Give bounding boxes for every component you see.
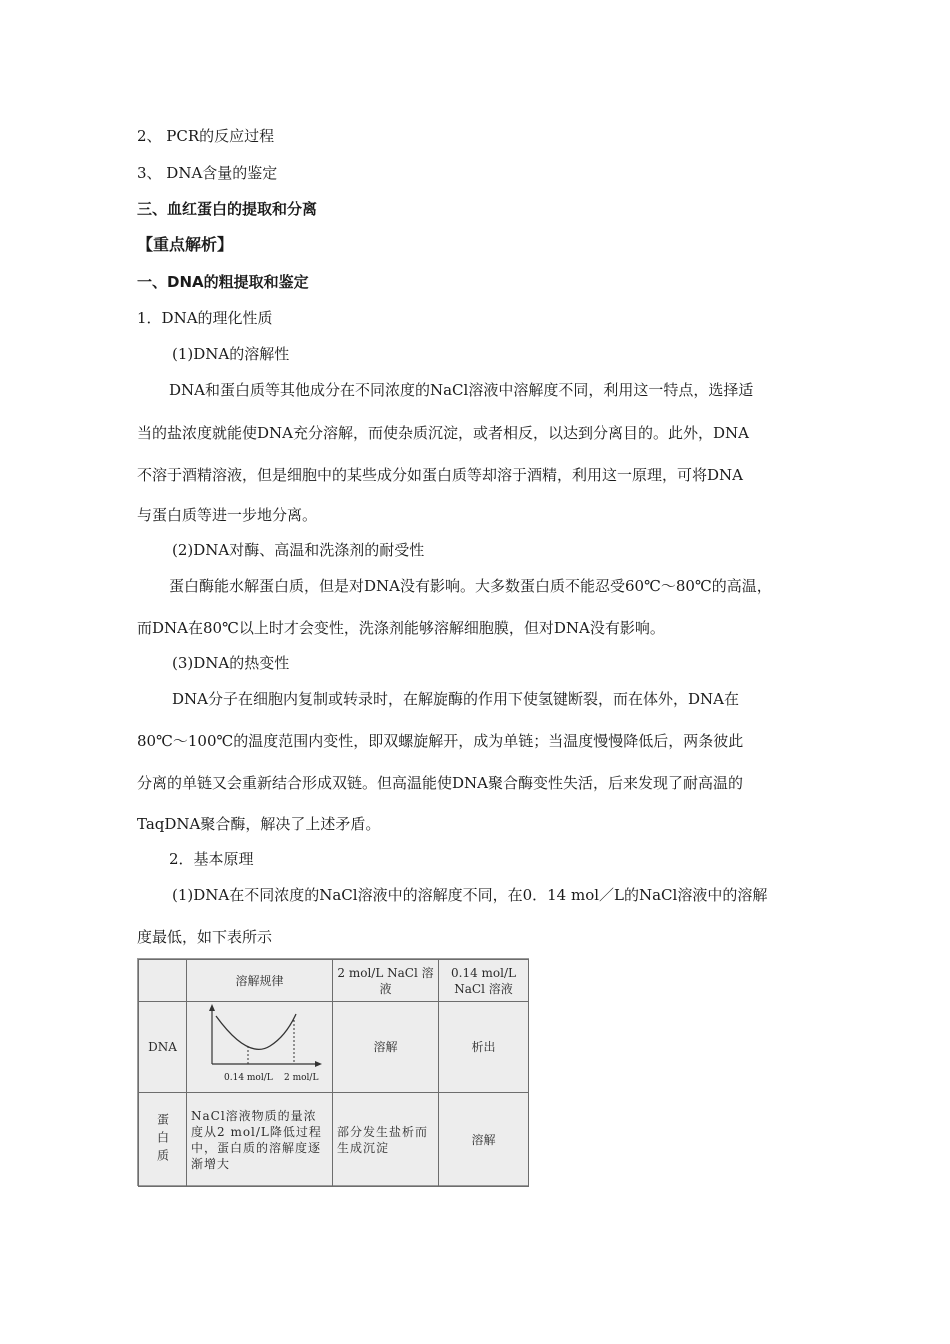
paragraph-4-line-2: 度最低，如下表所示 [137,928,273,946]
item-2: (2)DNA对酶、高温和洗涤剂的耐受性 [172,541,425,559]
paragraph-2-line-2: 而DNA在80℃以上时才会变性，洗涤剂能够溶解细胞膜，但对DNA没有影响。 [137,619,665,637]
subheading-1: 1．DNA的理化性质 [137,309,273,327]
paragraph-3-line-4: TaqDNA聚合酶，解决了上述矛盾。 [137,815,381,833]
paragraph-1-line-4: 与蛋白质等进一步地分离。 [137,506,318,524]
protein-2mol-cell: 部分发生盐析而生成沉淀 [333,1093,439,1187]
item-1: (1)DNA的溶解性 [172,345,290,363]
subheading-2: 2．基本原理 [169,850,254,868]
header-solubility-rule: 溶解规律 [187,960,333,1002]
solubility-curve [190,1002,330,1088]
paragraph-1-line-1: DNA和蛋白质等其他成分在不同浓度的NaCl溶液中溶解度不同，利用这一特点，选择适 [169,381,754,399]
text-line-1: 2、 PCR的反应过程 [137,127,275,145]
protein-rule-cell: NaCl溶液物质的量浓度从2 mol/L降低过程中，蛋白质的溶解度逐渐增大 [187,1093,333,1187]
protein-014mol-cell: 溶解 [439,1093,529,1187]
table-corner-cell [139,960,187,1002]
row-label-dna: DNA [139,1002,187,1093]
tick-label-014: 0.14 mol/L [223,1073,273,1083]
paragraph-3-line-3: 分离的单链又会重新结合形成双链。但高温能使DNA聚合酶变性失活，后来发现了耐高温的 [137,774,743,792]
tick-label-2: 2 mol/L [283,1073,318,1083]
text-line-2: 3、 DNA含量的鉴定 [137,164,278,182]
paragraph-3-line-2: 80℃～100℃的温度范围内变性，即双螺旋解开，成为单链；当温度慢慢降低后，两条彼此 [137,732,744,750]
row-label-protein: 蛋白质 [155,1112,170,1167]
paragraph-2-line-1: 蛋白酶能水解蛋白质，但是对DNA没有影响。大多数蛋白质不能忍受60℃～80℃的高温， [169,577,772,595]
dna-2mol-cell: 溶解 [333,1002,439,1093]
header-014mol: 0.14 mol/L NaCl 溶液 [439,960,529,1002]
header-2mol: 2 mol/L NaCl 溶液 [333,960,439,1002]
section-heading-3: 三、血红蛋白的提取和分离 [137,200,318,218]
dna-014mol-cell: 析出 [439,1002,529,1093]
row-label-protein-cell [139,1093,187,1187]
paragraph-1-line-3: 不溶于酒精溶液，但是细胞中的某些成分如蛋白质等却溶于酒精，利用这一原理，可将DNA [137,466,743,484]
paragraph-3-line-1: DNA分子在细胞内复制或转录时，在解旋酶的作用下使氢键断裂，而在体外，DNA在 [172,690,739,708]
section-heading-1: 一、DNA的粗提取和鉴定 [137,273,309,291]
paragraph-4-line-1: (1)DNA在不同浓度的NaCl溶液中的溶解度不同，在0．14 mol／L的NaCl溶液中的溶解 [172,886,768,904]
key-analysis-heading: 【重点解析】 [137,235,234,254]
paragraph-1-line-2: 当的盐浓度就能使DNA充分溶解，而使杂质沉淀，或者相反，以达到分离目的。此外，DNA [137,424,749,442]
solubility-table [137,958,529,1186]
dna-curve-cell [187,1002,333,1093]
item-3: (3)DNA的热变性 [172,654,290,672]
